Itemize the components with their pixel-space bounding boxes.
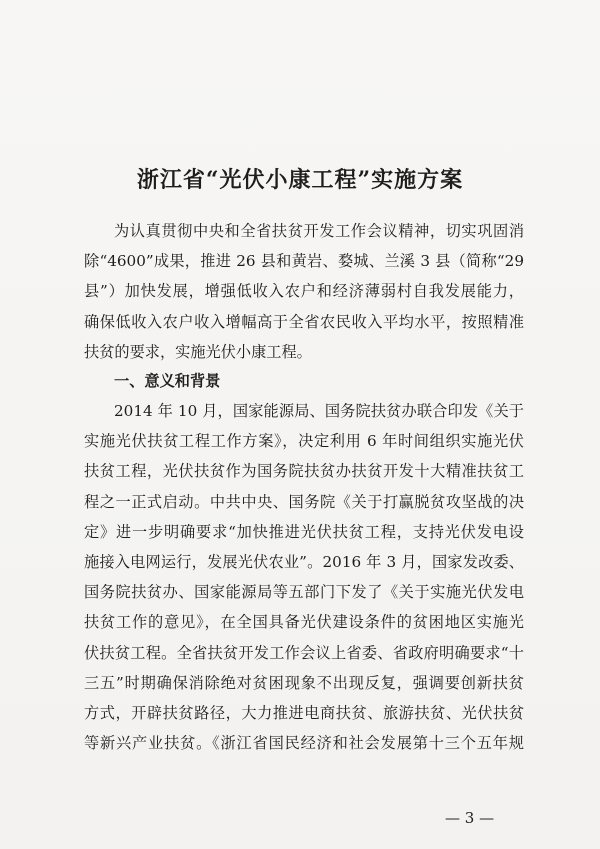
- background-line-5: 定》进一步明确要求“加快推进光伏扶贫工程，支持光伏发电设: [84, 522, 524, 541]
- intro-line-1: 为认真贯彻中央和全省扶贫开发工作会议精神，切实巩固消: [114, 222, 524, 240]
- section-heading: 一、意义和背景: [114, 372, 221, 390]
- background-line-8: 扶贫工作的意见》，在全国具备光伏建设条件的贫困地区实施光: [84, 613, 524, 632]
- background-line-10: 三五”时期确保消除绝对贫困现象不出现反复，强调要创新扶贫: [84, 673, 524, 692]
- background-line-3: 扶贫工程，光伏扶贫作为国务院扶贫办扶贫开发十大精准扶贫工: [84, 462, 524, 481]
- background-line-12: 等新兴产业扶贫。《浙江省国民经济和社会发展第十三个五年规: [84, 734, 524, 753]
- intro-line-3: 县”）加快发展，增强低收入农户和经济薄弱村自我发展能力，: [84, 282, 524, 301]
- intro-line-5: 扶贫的要求，实施光伏小康工程。: [84, 342, 312, 361]
- background-line-1: 2014 年 10 月，国家能源局、国务院扶贫办联合印发《关于: [114, 402, 524, 420]
- background-paragraph: [84, 396, 524, 758]
- background-line-4: 程之一正式启动。中共中央、国务院《关于打赢脱贫攻坚战的决: [84, 492, 524, 511]
- background-line-11: 方式，开辟扶贫路径，大力推进电商扶贫、旅游扶贫、光伏扶贫: [84, 704, 524, 723]
- intro-line-2: 除“4600”成果，推进 26 县和黄岩、婺城、兰溪 3 县（简称“29: [84, 252, 524, 271]
- background-line-6: 施接入电网运行，发展光伏农业”。2016 年 3 月，国家发改委、: [84, 553, 524, 572]
- page-number: — 3 —: [445, 809, 495, 827]
- background-line-9: 伏扶贫工程。全省扶贫开发工作会议上省委、省政府明确要求“十: [84, 643, 524, 662]
- background-line-2: 实施光伏扶贫工程工作方案》，决定利用 6 年时间组织实施光伏: [84, 432, 524, 451]
- intro-paragraph: [84, 216, 524, 367]
- document-title: 浙江省“光伏小康工程”实施方案: [136, 166, 464, 193]
- background-line-7: 国务院扶贫办、国家能源局等五部门下发了《关于实施光伏发电: [84, 583, 524, 602]
- intro-line-4: 确保低收入农户收入增幅高于全省农民收入平均水平，按照精准: [84, 312, 524, 331]
